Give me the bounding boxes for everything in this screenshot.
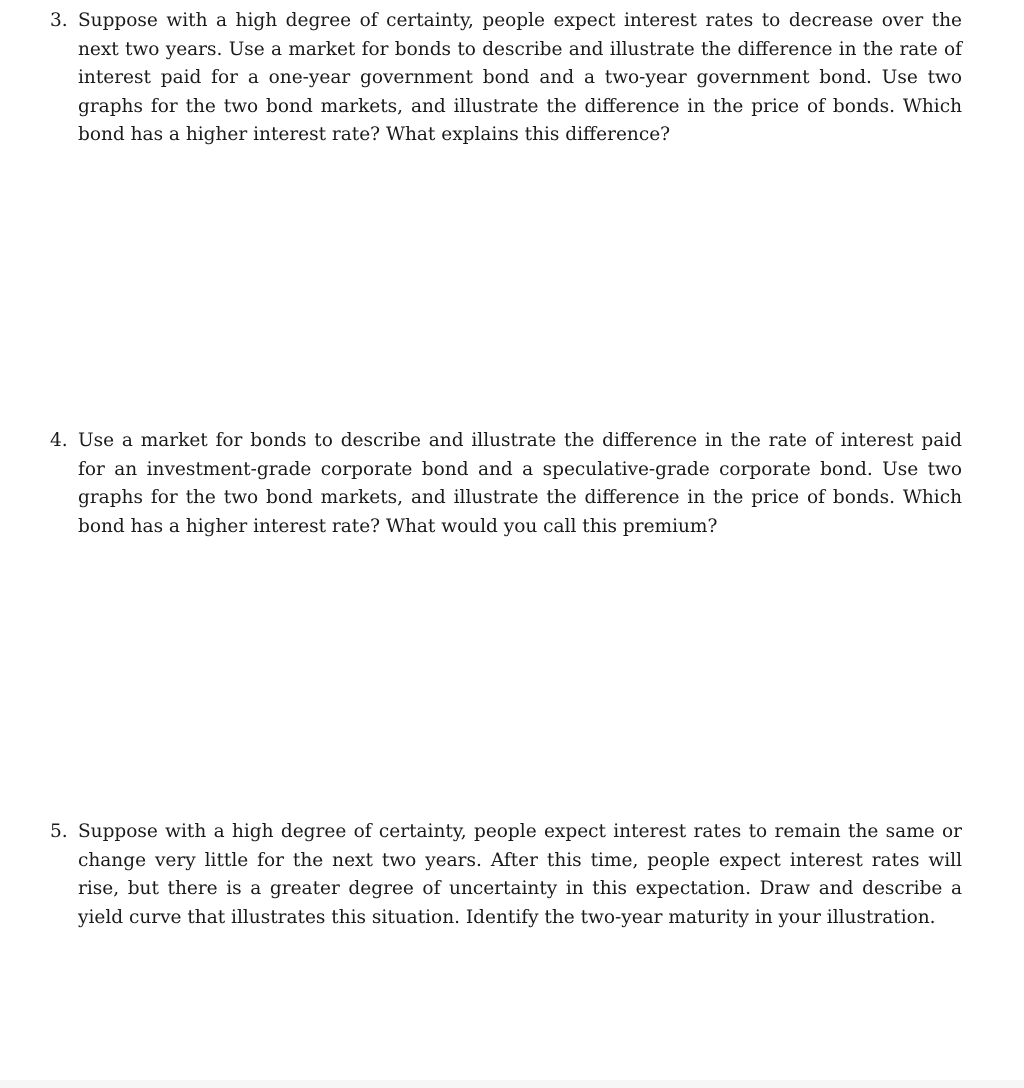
question-5 — [50, 818, 962, 932]
question-text: Suppose with a high degree of certainty, people expect interest rates to remain the same or change very little for the next two years. After this time, people expect interest rates will rise, but there is a greater degree of uncertainty in this expectation. Draw and describe a yield curve that illustrates this situation. Identify the two-year maturity in your illustration. — [78, 821, 962, 928]
question-3 — [50, 7, 962, 150]
question-number: 4. — [50, 430, 68, 451]
question-text: Suppose with a high degree of certainty, people expect interest rates to decrease over the next two years. Use a market for bonds to describe and illustrate the difference in the rate of interest paid for a one-year government bond and a two-year government bond. Use two graphs for the two bond markets, and illustrate the difference in the price of bonds. Which bond has a higher interest rate? What explains this difference? — [78, 10, 962, 146]
question-4 — [50, 427, 962, 541]
question-text: Use a market for bonds to describe and illustrate the difference in the rate of interest paid for an investment-grade corporate bond and a speculative-grade corporate bond. Use two graphs for the two bond markets, and illustrate the difference in the price of bonds. Which bond has a higher interest rate? What would you call this premium? — [78, 430, 962, 537]
question-number: 5. — [50, 821, 68, 842]
page-bottom-edge — [0, 1080, 1024, 1088]
question-number: 3. — [50, 10, 68, 31]
